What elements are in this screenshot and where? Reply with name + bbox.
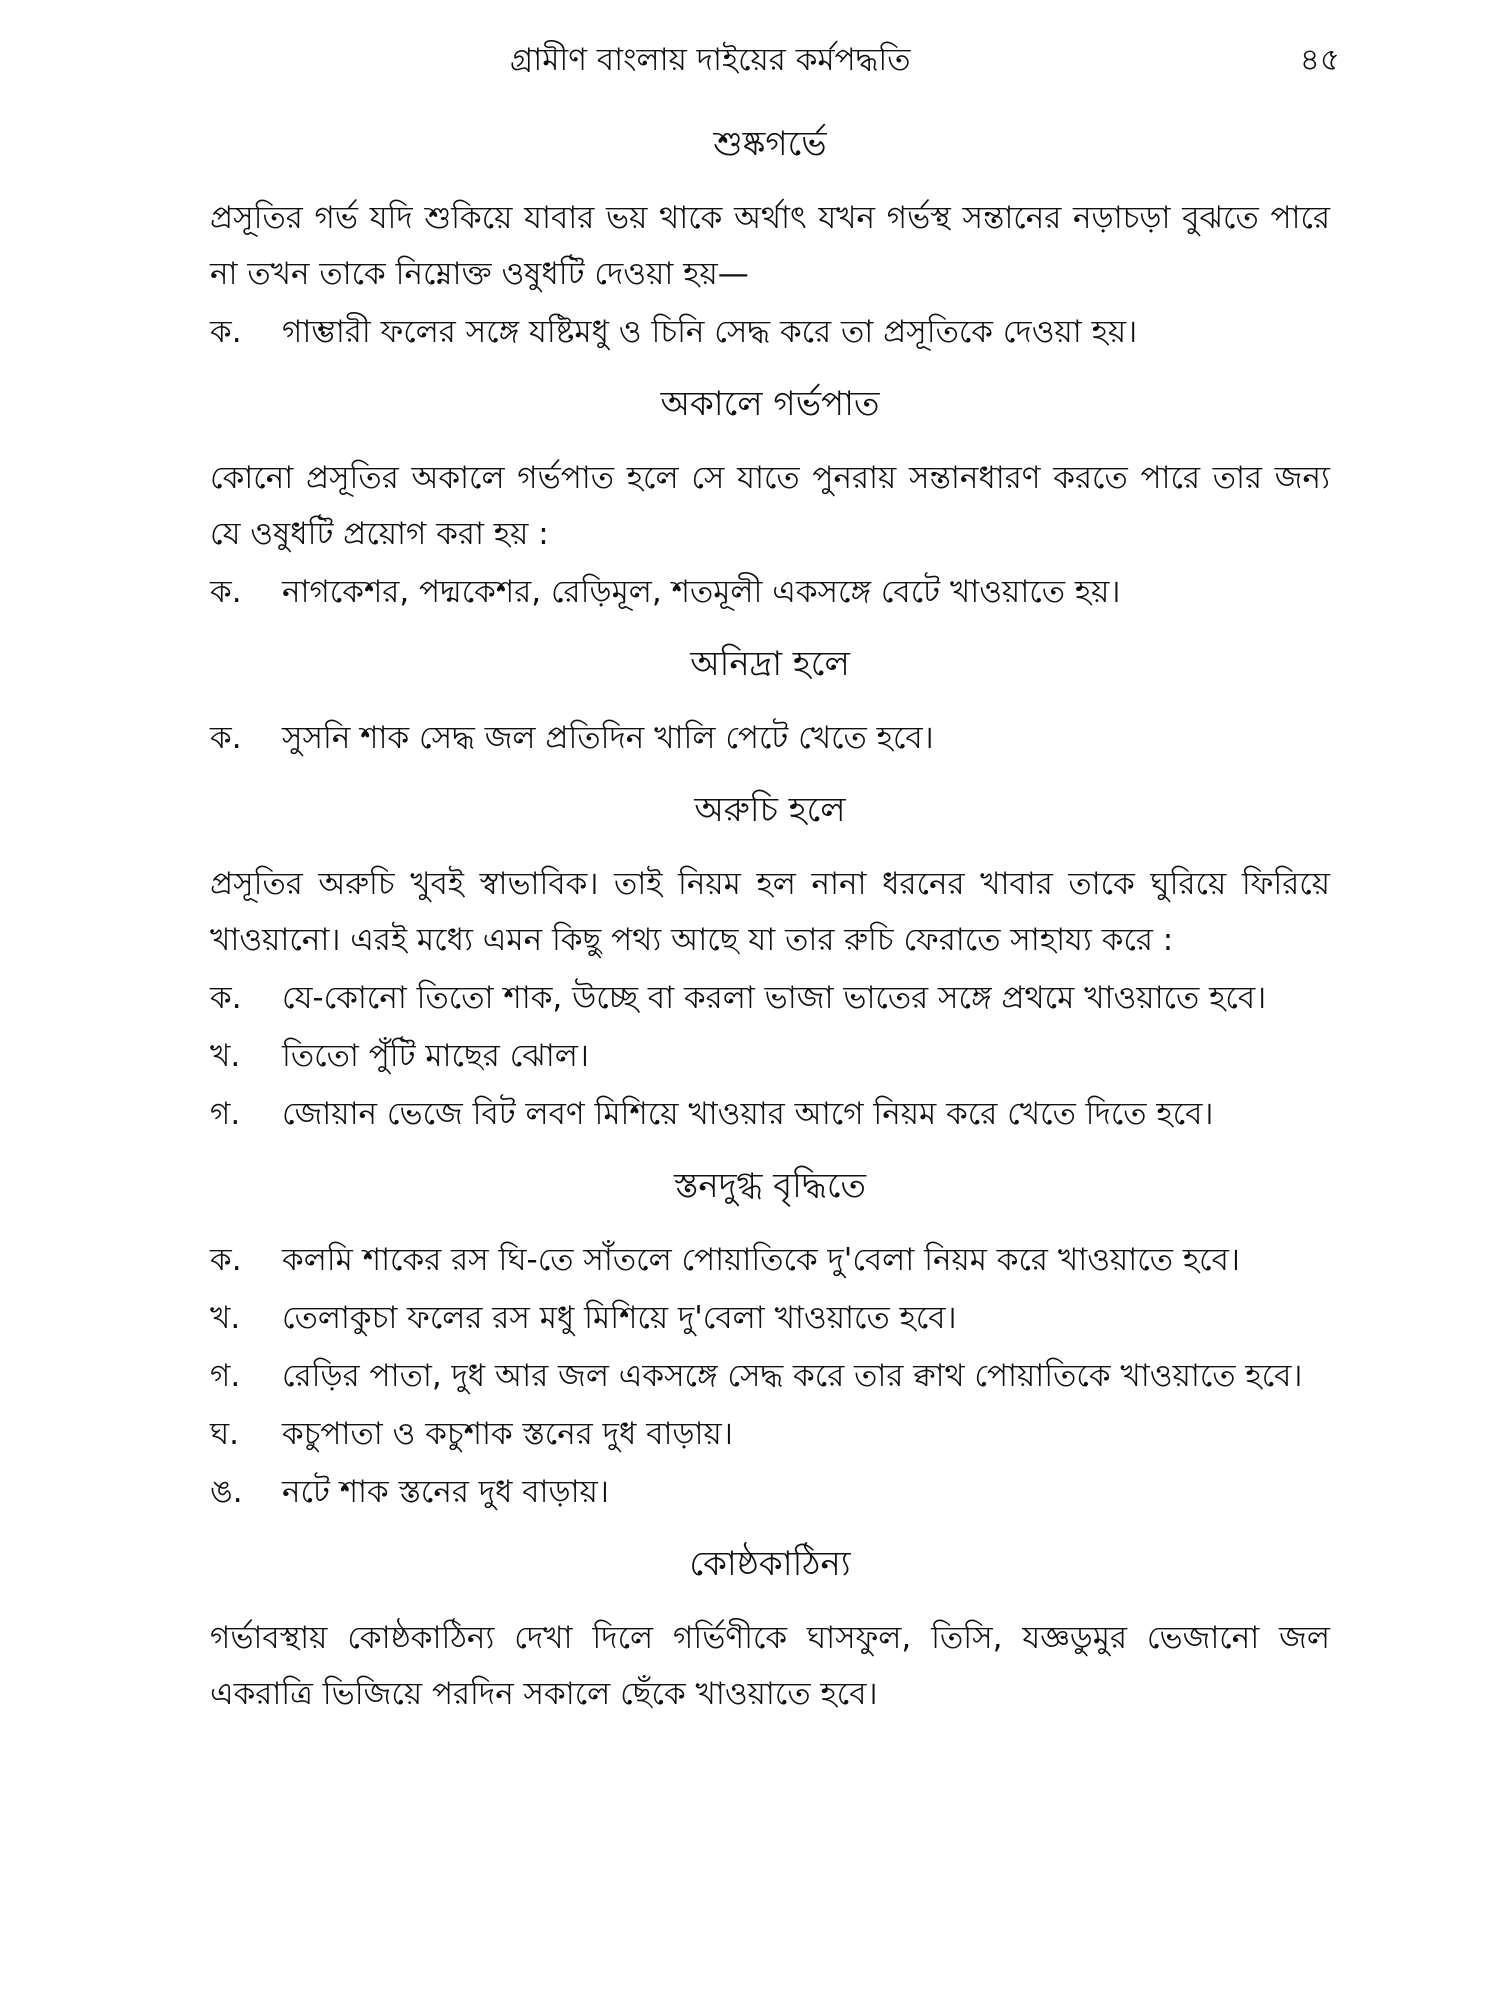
page-header: [210, 30, 1340, 80]
list-item-text: রেড়ির পাতা, দুধ আর জল একসঙ্গে সেদ্ধ করে তার ক্বাথ পোয়াতিকে খাওয়াতে হবে।: [282, 1358, 1303, 1394]
section-paragraph: গর্ভাবস্থায় কোষ্ঠকাঠিন্য দেখা দিলে গর্ভিণীকে ঘাসফুল, তিসি, যজ্ঞডুমুর ভেজানো জল একরাত্রি ভিজিয়ে পরদিন সকালে ছেঁকে খাওয়াতে হবে।: [210, 1620, 1330, 1712]
list-item-text: সুসনি শাক সেদ্ধ জল প্রতিদিন খালি পেটে খেতে হবে।: [282, 720, 934, 756]
section-title: শুষ্কগর্ভে: [713, 124, 827, 164]
list-marker: ক.: [210, 720, 242, 756]
list-marker: ক.: [210, 1242, 242, 1278]
section-constipation: [210, 1540, 1330, 1722]
list-item: [210, 1232, 1330, 1288]
list-item-text: তেলাকুচা ফলের রস মধু মিশিয়ে দু'বেলা খাওয়াতে হবে।: [282, 1300, 957, 1336]
section-paragraph: কোনো প্রসূতির অকালে গর্ভপাত হলে সে যাতে পুনরায় সন্তানধারণ করতে পারে তার জন্য যে ওষুধটি প্রয়োগ করা হয় :: [210, 460, 1330, 552]
list-item-text: যে-কোনো তিতো শাক, উচ্ছে বা করলা ভাজা ভাতের সঙ্গে প্রথমে খাওয়াতে হবে।: [282, 980, 1267, 1016]
section-loss-of-appetite: [210, 786, 1330, 1142]
section-insomnia: [210, 640, 1330, 766]
remedy-list: [210, 564, 1330, 620]
list-item: [210, 1290, 1330, 1346]
list-marker: ঘ.: [210, 1416, 240, 1452]
section-miscarriage: [210, 380, 1330, 620]
list-marker: ক.: [210, 314, 242, 350]
list-marker: ক.: [210, 980, 242, 1016]
section-title: স্তনদুগ্ধ বৃদ্ধিতে: [673, 1166, 867, 1206]
list-item: [210, 304, 1330, 360]
remedy-list: [210, 970, 1330, 1142]
list-marker: খ.: [210, 1038, 241, 1074]
section-paragraph: প্রসূতির গর্ভ যদি শুকিয়ে যাবার ভয় থাকে অর্থাৎ যখন গর্ভস্থ সন্তানের নড়াচড়া বুঝতে পারে না তখন তাকে নিম্নোক্ত ওষুধটি দেওয়া হয়—: [210, 200, 1330, 292]
section-lactation: [210, 1162, 1330, 1520]
list-item-text: তিতো পুঁটি মাছের ঝোল।: [282, 1038, 589, 1074]
list-item: [210, 1028, 1330, 1084]
list-item: [210, 1086, 1330, 1142]
running-title: গ্রামীণ বাংলায় দাইয়ের কর্মপদ্ধতি: [510, 42, 911, 78]
list-item: [210, 710, 1330, 766]
list-item: [210, 564, 1330, 620]
section-title: অনিদ্রা হলে: [690, 644, 850, 684]
list-item: [210, 1464, 1330, 1520]
section-title: অরুচি হলে: [694, 790, 846, 830]
remedy-list: [210, 710, 1330, 766]
section-title: অকালে গর্ভপাত: [660, 384, 880, 424]
list-marker: ঙ.: [210, 1474, 243, 1510]
list-item-text: জোয়ান ভেজে বিট লবণ মিশিয়ে খাওয়ার আগে নিয়ম করে খেতে দিতে হবে।: [282, 1096, 1214, 1132]
list-item-text: নাগকেশর, পদ্মকেশর, রেড়িমূল, শতমূলী একসঙ্গে বেটে খাওয়াতে হয়।: [282, 574, 1121, 610]
list-item-text: গাম্ভারী ফলের সঙ্গে যষ্টিমধু ও চিনি সেদ্ধ করে তা প্রসূতিকে দেওয়া হয়।: [282, 314, 1138, 350]
section-paragraph: প্রসূতির অরুচি খুবই স্বাভাবিক। তাই নিয়ম হল নানা ধরনের খাবার তাকে ঘুরিয়ে ফিরিয়ে খাওয়ানো। এরই মধ্যে এমন কিছু পথ্য আছে যা তার রুচি ফেরাতে সাহায্য করে :: [210, 866, 1330, 958]
list-item-text: নটে শাক স্তনের দুধ বাড়ায়।: [282, 1474, 609, 1510]
list-item: [210, 1348, 1330, 1404]
remedy-list: [210, 1232, 1330, 1520]
list-marker: গ.: [210, 1096, 241, 1132]
remedy-list: [210, 304, 1330, 360]
list-item-text: কচুপাতা ও কচুশাক স্তনের দুধ বাড়ায়।: [282, 1416, 733, 1452]
list-marker: খ.: [210, 1300, 241, 1336]
page-number: ৪৫: [1299, 42, 1340, 78]
list-marker: ক.: [210, 574, 242, 610]
list-item: [210, 1406, 1330, 1462]
page-body: [210, 110, 1330, 1722]
section-title: কোষ্ঠকাঠিন্য: [689, 1544, 851, 1584]
section-dry-pregnancy: [210, 120, 1330, 360]
list-marker: গ.: [210, 1358, 241, 1394]
list-item: [210, 970, 1330, 1026]
list-item-text: কলমি শাকের রস ঘি-তে সাঁতলে পোয়াতিকে দু'বেলা নিয়ম করে খাওয়াতে হবে।: [282, 1242, 1240, 1278]
